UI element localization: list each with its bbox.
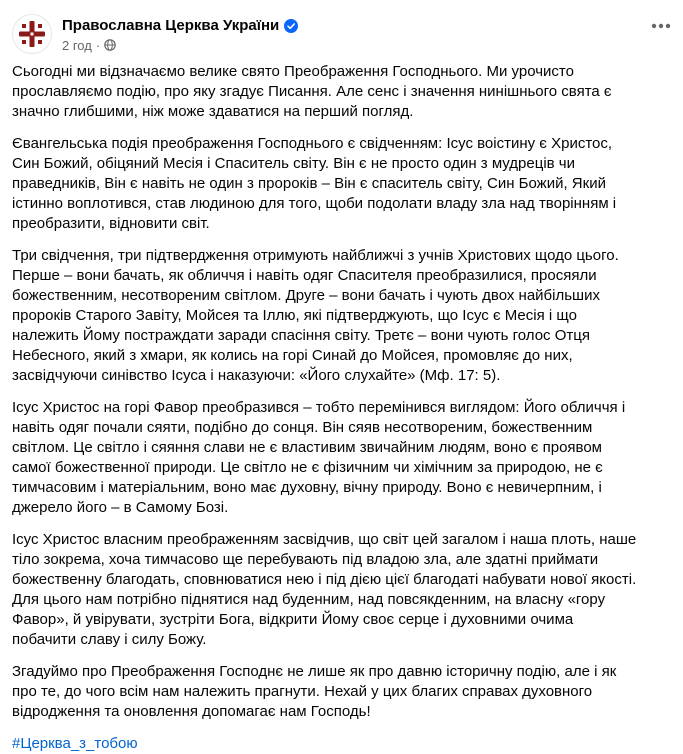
post-paragraph: Ісус Христос власним преображенням засвідчив, що світ цей загалом і наша плоть, наше тіло зокрема, хоча тимчасово ще перебувають під владою зла, але здатні приймати божественну благодать, сповнюватися нею і під дією цієї благодаті набувати нової якості. Для цього нам потрібно піднятися над буденним, над повсякденним, на власну «гору Фавор», й увірувати, зустріти Бога, відкрити Йому своє серце і духовними очима побачити славу і силу Божу. xyxy=(12,531,637,648)
post-paragraph: Згадуймо про Преображення Господнє не лише як про давню історичну подію, але і як про те, до чого всім нам належить прагнути. Нехай у цих благих справах духовного відродження та оновлення допомагає нам Господь! xyxy=(12,663,617,720)
page-name-row xyxy=(62,16,298,36)
post-paragraph: Євангельська подія преображення Господнього є свідченням: Ісус воістину є Христос, Син Божий, обіцяний Месія і Спаситель світу. Він є не просто один з мудреців чи праведників, Він є навіть не один з пророків – Він є спаситель світу, Син Божий, Який істинно воплотився, став людиною для того, щоби подолати владу зла над творінням і преобразити, відновити світ. xyxy=(12,135,617,232)
post-body xyxy=(12,62,640,754)
hashtag-link[interactable]: #Церква_з_тобою xyxy=(12,735,138,752)
post-paragraph: Ісус Христос на горі Фавор преобразився – тобто перемінився виглядом: Його обличчя і навіть одяг почали сяяти, подібно до сонця. Він сяяв несотвореним, божественним світлом. Це світло і сяяння слави не є властивим звичайним людям, воно є проявом самої божественної природи. Це світло не є фізичним чи хімічним за природою, не є тимчасовим і матеріальним, воно має духовну, вічну природу. Воно є невичерпним, і джерело його – в Самому Бозі. xyxy=(12,399,626,516)
page-name[interactable]: Православна Церква України xyxy=(62,16,280,34)
page-avatar[interactable] xyxy=(12,14,52,54)
post-header xyxy=(12,10,671,58)
verified-badge-icon xyxy=(284,19,298,33)
post-header-text xyxy=(62,16,298,53)
more-options-button[interactable] xyxy=(643,8,679,44)
post-paragraph: Три свідчення, три підтвердження отримують найближчі з учнів Христових щодо цього. Перше – вони бачать, як обличчя і навіть одяг Спасителя преобразилися, просяяли божественним, несотвореним світлом. Друге – вони бачать і чують двох найбільших пророків Старого Завіту, Мойсея та Іллю, які підтверджують, що Ісус є Месія і що належить Йому постраждати заради спасіння світу. Третє – вони чують голос Отця Небесного, який з хмари, як колись на горі Синай до Мойсея, промовляє до них, засвідчуючи синівство Ісуса і наказуючи: «Його слухайте» (Мф. 17: 5). xyxy=(12,247,619,384)
more-options-icon xyxy=(651,23,671,29)
meta-separator: · xyxy=(95,37,101,53)
post-meta xyxy=(62,38,298,53)
post-paragraph: Сьогодні ми відзначаємо велике свято Преображення Господнього. Ми урочисто прославляємо подію, про яку згадує Писання. Але сенс і значення нинішнього свята є значно глибшими, ніж може здаватися на перший погляд. xyxy=(12,63,612,120)
church-cross-logo-icon xyxy=(17,19,47,49)
post-timestamp[interactable]: 2 год xyxy=(62,37,92,53)
globe-icon[interactable] xyxy=(104,39,116,51)
